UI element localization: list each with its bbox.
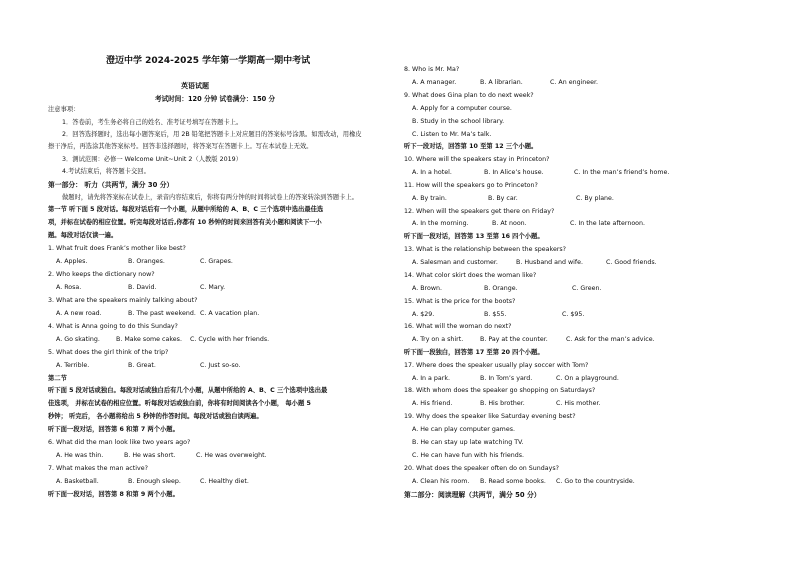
option: B. David. bbox=[128, 284, 157, 291]
option: A. Salesman and customer. bbox=[412, 259, 498, 266]
section1-line: 题。每段对话仅读一遍。 bbox=[48, 232, 118, 239]
option: C. A vacation plan. bbox=[200, 310, 260, 317]
option: A. Basketball. bbox=[56, 478, 99, 485]
section1-line: 项，并标在试卷的相应位置。听完每段对话后,你都有 10 秒钟的时间来回答有关小题和阅读下一小 bbox=[48, 219, 322, 226]
option: C. On a playground. bbox=[556, 375, 619, 382]
part1-intro: 做题时，请先将答案标在试卷上，录音内容结束后，你将有两分钟的时间将试卷上的答案转涂到答题卡上。 bbox=[62, 194, 358, 201]
option: C. Good friends. bbox=[606, 259, 657, 266]
note-item: 2．回答选择题时，选出每小题答案后，用 2B 铅笔把答题卡上对应题目的答案标号涂黑。如需改动，用橡皮 bbox=[62, 131, 362, 138]
option: A. In a park. bbox=[412, 375, 451, 382]
question-19: 19. Why does the speaker like Saturday evening best? bbox=[404, 413, 576, 420]
option: B. Orange. bbox=[484, 285, 518, 292]
option: A. Rosa. bbox=[56, 284, 82, 291]
section2-line: 佳选项， 并标在试卷的相应位置。听每段对话或独白前，你将有时间阅读各个小题， 每小题 5 bbox=[48, 400, 311, 407]
option: C. Just so-so. bbox=[200, 362, 241, 369]
option: A. In a hotel. bbox=[412, 169, 452, 176]
option: A. Apply for a computer course. bbox=[412, 105, 512, 112]
option: C. $95. bbox=[562, 311, 585, 318]
question-8: 8. Who is Mr. Ma? bbox=[404, 66, 460, 73]
question-5: 5. What does the girl think of the trip? bbox=[48, 349, 169, 356]
option: A. He can play computer games. bbox=[412, 426, 515, 433]
dialog-label: 听下面一段独白，回答第 17 至第 20 四个小题。 bbox=[404, 349, 544, 356]
note-item: 1．答卷前，考生务必将自己的姓名、准考证号填写在答题卡上。 bbox=[62, 119, 243, 126]
exam-subject: 英语试题 bbox=[181, 82, 209, 90]
option: A. Terrible. bbox=[56, 362, 90, 369]
option: B. Make some cakes. bbox=[116, 336, 182, 343]
dialog-label: 听下面一段对话，回答第 13 至第 16 四个小题。 bbox=[404, 233, 544, 240]
question-2: 2. Who keeps the dictionary now? bbox=[48, 271, 155, 278]
option: B. Enough sleep. bbox=[128, 478, 181, 485]
option: C. Cycle with her friends. bbox=[190, 336, 270, 343]
part1-heading: 第一部分： 听力（共两节，满分 30 分） bbox=[48, 181, 174, 189]
question-15: 15. What is the price for the boots? bbox=[404, 298, 516, 305]
dialog-label: 听下面一段对话，回答第 6 和第 7 两个小题。 bbox=[48, 426, 179, 433]
question-16: 16. What will the woman do next? bbox=[404, 323, 512, 330]
option: A. Go skating. bbox=[56, 336, 100, 343]
notes-heading: 注意事项： bbox=[48, 106, 80, 113]
question-6: 6. What did the man look like two years ago? bbox=[48, 439, 191, 446]
option: B. A librarian. bbox=[480, 79, 523, 86]
exam-meta: 考试时间：120 分钟 试卷满分：150 分 bbox=[155, 95, 276, 103]
option: B. Study in the school library. bbox=[412, 118, 505, 125]
option: B. Oranges. bbox=[128, 258, 165, 265]
question-20: 20. What does the speaker often do on Sundays? bbox=[404, 465, 559, 472]
question-3: 3. What are the speakers mainly talking about? bbox=[48, 297, 198, 304]
option: C. Green. bbox=[572, 285, 602, 292]
question-10: 10. Where will the speakers stay in Princeton? bbox=[404, 156, 550, 163]
option: C. His mother. bbox=[556, 400, 601, 407]
option: C. Grapes. bbox=[200, 258, 233, 265]
section2-line: 听下面 5 段对话或独白。每段对话或独白后有几个小题，从题中所给的 A、B、C 三个选项中选出最 bbox=[48, 387, 328, 394]
question-18: 18. With whom does the speaker go shopping on Saturdays? bbox=[404, 387, 596, 394]
option: B. He can stay up late watching TV. bbox=[412, 439, 524, 446]
section2-label: 第二节 bbox=[48, 375, 67, 382]
option: B. His brother. bbox=[480, 400, 525, 407]
option: C. In the late afternoon. bbox=[570, 220, 646, 227]
option: C. He can have fun with his friends. bbox=[412, 452, 525, 459]
question-4: 4. What is Anna going to do this Sunday? bbox=[48, 323, 178, 330]
question-14: 14. What color skirt does the woman like? bbox=[404, 272, 537, 279]
note-item: 擦干净后，再选涂其他答案标号。回答非选择题时，将答案写在答题卡上。写在本试卷上无效。 bbox=[48, 143, 313, 150]
option: A. Clean his room. bbox=[412, 478, 470, 485]
note-item: 4.考试结束后，将答题卡交回。 bbox=[62, 168, 150, 175]
question-12: 12. When will the speakers get there on Friday? bbox=[404, 208, 555, 215]
option: B. In Alice’s house. bbox=[484, 169, 544, 176]
option: A. In the morning. bbox=[412, 220, 469, 227]
question-13: 13. What is the relationship between the speakers? bbox=[404, 246, 567, 253]
option: C. In the man’s friend’s home. bbox=[574, 169, 670, 176]
option: A. $29. bbox=[412, 311, 435, 318]
option: A. Try on a shirt. bbox=[412, 336, 464, 343]
option: C. By plane. bbox=[576, 195, 614, 202]
exam-title: 澄迈中学 2024-2025 学年第一学期高一期中考试 bbox=[106, 56, 311, 66]
note-item: 3．测试范围：必修一 Welcome Unit~Unit 2（人教版 2019） bbox=[62, 156, 242, 163]
option: B. Pay at the counter. bbox=[480, 336, 548, 343]
option: B. He was short. bbox=[124, 452, 176, 459]
option: C. He was overweight. bbox=[196, 452, 267, 459]
option: A. Apples. bbox=[56, 258, 88, 265]
option: A. His friend. bbox=[412, 400, 453, 407]
option: B. Husband and wife. bbox=[516, 259, 584, 266]
option: B. Great. bbox=[128, 362, 156, 369]
option: B. Read some books. bbox=[480, 478, 546, 485]
option: C. Go to the countryside. bbox=[556, 478, 635, 485]
option: A. A manager. bbox=[412, 79, 457, 86]
question-17: 17. Where does the speaker usually play soccer with Tom? bbox=[404, 362, 589, 369]
option: C. Mary. bbox=[200, 284, 226, 291]
section1-line: 第一节 听下面 5 段对话。每段对话后有一个小题，从题中所给的 A、B、C 三个选项中选出最佳选 bbox=[48, 206, 324, 213]
question-11: 11. How will the speakers go to Princeton? bbox=[404, 182, 538, 189]
option: C. Healthy diet. bbox=[200, 478, 249, 485]
option: B. At noon. bbox=[492, 220, 527, 227]
option: A. By train. bbox=[412, 195, 447, 202]
question-1: 1. What fruit does Frank’s mother like best? bbox=[48, 245, 186, 252]
question-9: 9. What does Gina plan to do next week? bbox=[404, 92, 534, 99]
question-7: 7. What makes the man active? bbox=[48, 465, 148, 472]
part2-heading: 第二部分：阅读理解（共两节，满分 50 分） bbox=[404, 491, 541, 499]
dialog-label: 听下面一段对话，回答第 8 和第 9 两个小题。 bbox=[48, 491, 179, 498]
option: B. By car. bbox=[488, 195, 518, 202]
option: A. A new road. bbox=[56, 310, 102, 317]
option: A. Brown. bbox=[412, 285, 442, 292]
section2-line: 秒钟； 听完后， 各小题将给出 5 秒钟的作答时间。每段对话或独白读两遍。 bbox=[48, 413, 263, 420]
option: A. He was thin. bbox=[56, 452, 104, 459]
option: C. Ask for the man’s advice. bbox=[566, 336, 655, 343]
option: B. $55. bbox=[484, 311, 507, 318]
option: C. Listen to Mr. Ma’s talk. bbox=[412, 131, 492, 138]
dialog-label: 听下一段对话，回答第 10 至第 12 三个小题。 bbox=[404, 143, 538, 150]
option: B. In Tom’s yard. bbox=[480, 375, 533, 382]
option: C. An engineer. bbox=[550, 79, 599, 86]
option: B. The past weekend. bbox=[128, 310, 196, 317]
